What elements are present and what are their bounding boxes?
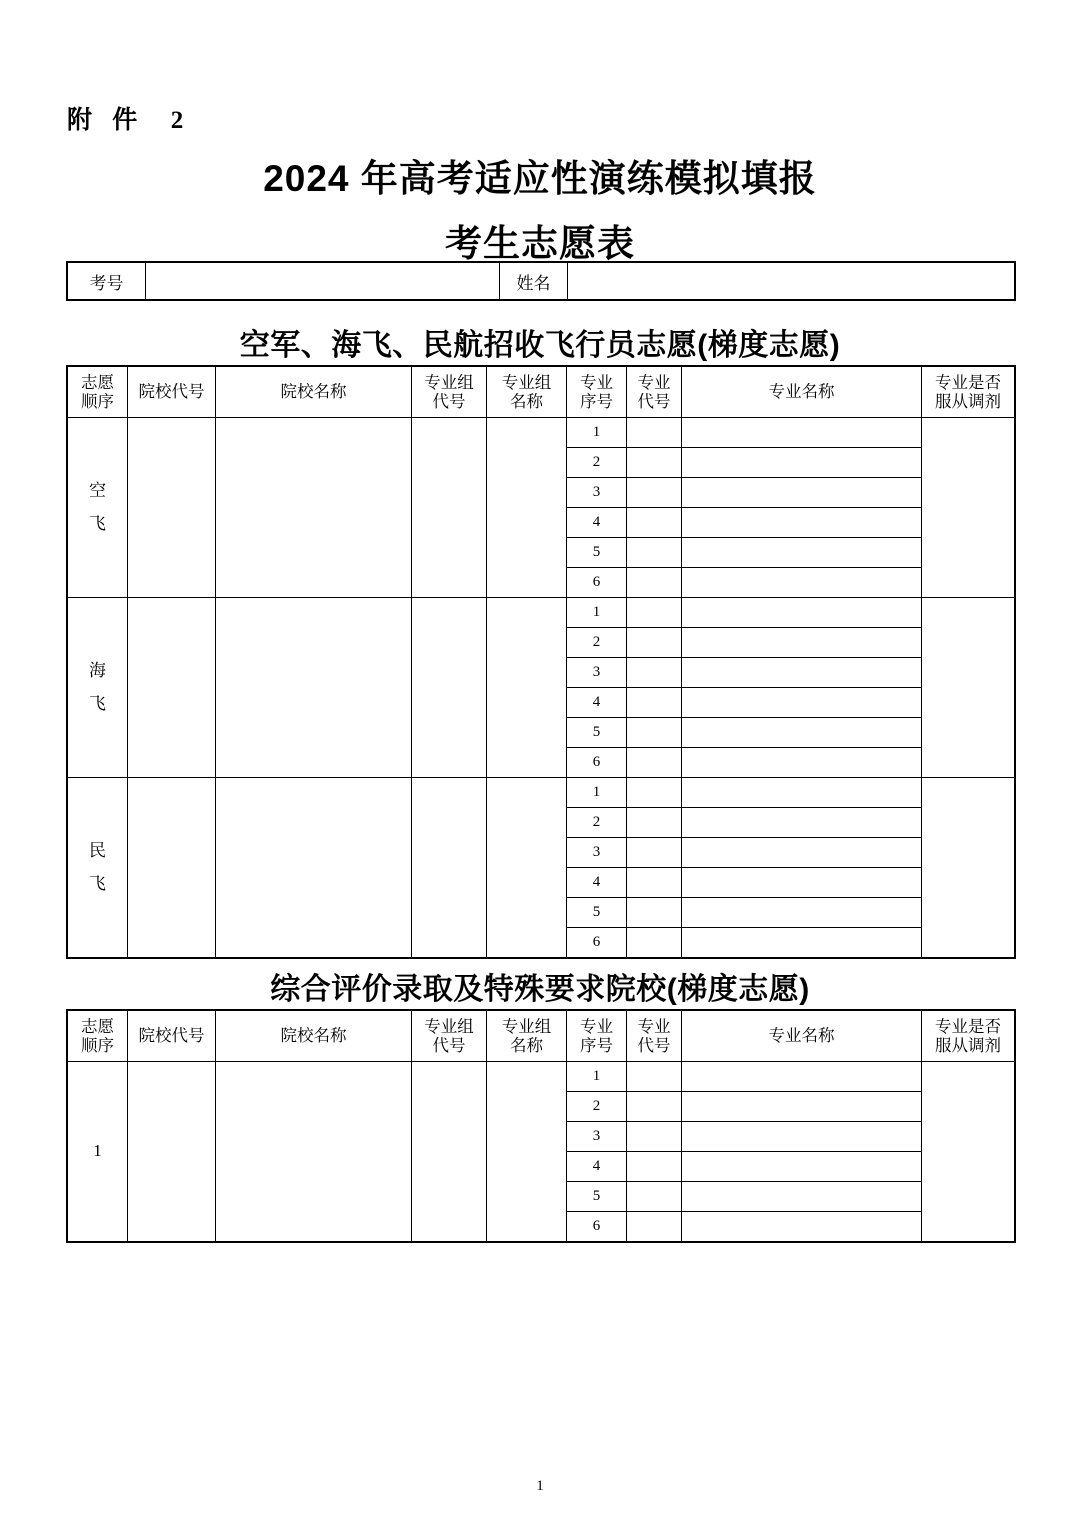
major-code-field[interactable] <box>627 478 682 508</box>
table-header-row <box>68 1011 1015 1062</box>
major-code-field[interactable] <box>627 538 682 568</box>
major-seq-cell: 4 <box>567 868 627 898</box>
major-code-field[interactable] <box>627 748 682 778</box>
col-header-obey-adjust: 专业是否 服从调剂 <box>922 1011 1015 1062</box>
col-header-major-group-name: 专业组 名称 <box>487 367 567 418</box>
major-code-field[interactable] <box>627 418 682 448</box>
col-header-obey-adjust: 专业是否 服从调剂 <box>922 367 1015 418</box>
major-group-code-field-1[interactable] <box>412 598 487 778</box>
exam-no-label: 考号 <box>68 263 146 300</box>
major-code-field[interactable] <box>627 448 682 478</box>
group-label-1: 海 飞 <box>68 598 128 778</box>
major-code-field[interactable] <box>627 688 682 718</box>
major-seq-cell: 5 <box>567 538 627 568</box>
table-row <box>68 418 1015 448</box>
major-name-field[interactable] <box>682 1182 922 1212</box>
major-code-field[interactable] <box>627 508 682 538</box>
major-group-code-field-0[interactable] <box>412 1062 487 1242</box>
major-code-field[interactable] <box>627 868 682 898</box>
major-name-field[interactable] <box>682 868 922 898</box>
major-seq-cell: 3 <box>567 478 627 508</box>
major-seq-cell: 5 <box>567 1182 627 1212</box>
major-group-code-field-2[interactable] <box>412 778 487 958</box>
major-group-name-field-2[interactable] <box>487 778 567 958</box>
major-name-field[interactable] <box>682 658 922 688</box>
table-row <box>68 598 1015 628</box>
major-seq-cell: 1 <box>567 1062 627 1092</box>
major-name-field[interactable] <box>682 688 922 718</box>
major-code-field[interactable] <box>627 808 682 838</box>
col-header-major-seq: 专业 序号 <box>567 367 627 418</box>
col-header-major-code: 专业 代号 <box>627 1011 682 1062</box>
attachment-label: 附 件 2 <box>67 107 191 134</box>
major-seq-cell: 1 <box>567 778 627 808</box>
major-seq-cell: 6 <box>567 748 627 778</box>
col-header-seq: 志愿 顺序 <box>68 367 128 418</box>
major-seq-cell: 6 <box>567 928 627 958</box>
major-name-field[interactable] <box>682 598 922 628</box>
major-seq-cell: 1 <box>567 598 627 628</box>
section-title-pilot: 空军、海飞、民航招收飞行员志愿(梯度志愿) <box>239 329 841 362</box>
major-seq-cell: 5 <box>567 898 627 928</box>
document-title-line-1: 2024 年高考适应性演练模拟填报 <box>263 158 817 199</box>
col-header-major-code: 专业 代号 <box>627 367 682 418</box>
major-seq-cell: 3 <box>567 838 627 868</box>
major-group-name-field-0[interactable] <box>487 418 567 598</box>
major-name-field[interactable] <box>682 898 922 928</box>
page-number: 1 <box>536 1478 544 1494</box>
col-header-school-code: 院校代号 <box>128 1011 216 1062</box>
major-name-field[interactable] <box>682 538 922 568</box>
major-code-field[interactable] <box>627 598 682 628</box>
major-seq-cell: 6 <box>567 568 627 598</box>
major-code-field[interactable] <box>627 1212 682 1242</box>
major-group-name-field-0[interactable] <box>487 1062 567 1242</box>
major-code-field[interactable] <box>627 568 682 598</box>
major-name-field[interactable] <box>682 778 922 808</box>
table-row <box>68 1062 1015 1092</box>
col-header-major-group-code: 专业组 代号 <box>412 367 487 418</box>
major-group-code-field-0[interactable] <box>412 418 487 598</box>
major-name-field[interactable] <box>682 418 922 448</box>
major-seq-cell: 4 <box>567 688 627 718</box>
major-seq-cell: 2 <box>567 448 627 478</box>
col-header-major-group-name: 专业组 名称 <box>487 1011 567 1062</box>
major-code-field[interactable] <box>627 1152 682 1182</box>
major-code-field[interactable] <box>627 928 682 958</box>
major-name-field[interactable] <box>682 568 922 598</box>
section-title-comprehensive: 综合评价录取及特殊要求院校(梯度志愿) <box>270 973 810 1006</box>
major-seq-cell: 3 <box>567 1122 627 1152</box>
name-field[interactable] <box>568 263 1015 300</box>
comprehensive-volunteer-table <box>67 1010 1015 1242</box>
col-header-major-group-code: 专业组 代号 <box>412 1011 487 1062</box>
major-code-field[interactable] <box>627 1062 682 1092</box>
obey-adjust-field-0[interactable] <box>922 1062 1015 1242</box>
major-seq-cell: 6 <box>567 1212 627 1242</box>
major-name-field[interactable] <box>682 1092 922 1122</box>
col-header-school-code: 院校代号 <box>128 367 216 418</box>
major-name-field[interactable] <box>682 508 922 538</box>
exam-info-table <box>67 262 1015 300</box>
major-seq-cell: 1 <box>567 418 627 448</box>
major-code-field[interactable] <box>627 1182 682 1212</box>
major-name-field[interactable] <box>682 1062 922 1092</box>
major-name-field[interactable] <box>682 448 922 478</box>
major-code-field[interactable] <box>627 1122 682 1152</box>
major-name-field[interactable] <box>682 478 922 508</box>
major-code-field[interactable] <box>627 838 682 868</box>
major-name-field[interactable] <box>682 1212 922 1242</box>
exam-no-field[interactable] <box>146 263 500 300</box>
major-name-field[interactable] <box>682 628 922 658</box>
major-name-field[interactable] <box>682 928 922 958</box>
major-code-field[interactable] <box>627 658 682 688</box>
school-name-field-1[interactable] <box>216 598 412 778</box>
major-group-name-field-1[interactable] <box>487 598 567 778</box>
major-name-field[interactable] <box>682 838 922 868</box>
exam-info-row <box>68 263 1015 300</box>
document-title-line-2: 考生志愿表 <box>445 223 635 264</box>
major-seq-cell: 3 <box>567 658 627 688</box>
col-header-major-name: 专业名称 <box>682 1011 922 1062</box>
col-header-major-seq: 专业 序号 <box>567 1011 627 1062</box>
school-name-field-0[interactable] <box>216 418 412 598</box>
name-label: 姓名 <box>500 263 568 300</box>
group-label-0: 1 <box>68 1062 128 1242</box>
obey-adjust-field-1[interactable] <box>922 598 1015 778</box>
group-label-2: 民 飞 <box>68 778 128 958</box>
major-seq-cell: 2 <box>567 628 627 658</box>
obey-adjust-field-2[interactable] <box>922 778 1015 958</box>
major-name-field[interactable] <box>682 748 922 778</box>
school-code-field-2[interactable] <box>128 778 216 958</box>
major-name-field[interactable] <box>682 1122 922 1152</box>
major-seq-cell: 4 <box>567 1152 627 1182</box>
school-code-field-0[interactable] <box>128 418 216 598</box>
major-seq-cell: 2 <box>567 808 627 838</box>
group-label-0: 空 飞 <box>68 418 128 598</box>
school-name-field-0[interactable] <box>216 1062 412 1242</box>
table-row <box>68 778 1015 808</box>
major-name-field[interactable] <box>682 718 922 748</box>
col-header-school-name: 院校名称 <box>216 1011 412 1062</box>
col-header-school-name: 院校名称 <box>216 367 412 418</box>
obey-adjust-field-0[interactable] <box>922 418 1015 598</box>
col-header-major-name: 专业名称 <box>682 367 922 418</box>
major-seq-cell: 2 <box>567 1092 627 1122</box>
school-code-field-1[interactable] <box>128 598 216 778</box>
school-name-field-2[interactable] <box>216 778 412 958</box>
school-code-field-0[interactable] <box>128 1062 216 1242</box>
major-code-field[interactable] <box>627 778 682 808</box>
col-header-seq: 志愿 顺序 <box>68 1011 128 1062</box>
major-seq-cell: 4 <box>567 508 627 538</box>
major-code-field[interactable] <box>627 898 682 928</box>
major-name-field[interactable] <box>682 1152 922 1182</box>
major-seq-cell: 5 <box>567 718 627 748</box>
major-code-field[interactable] <box>627 1092 682 1122</box>
major-name-field[interactable] <box>682 808 922 838</box>
major-code-field[interactable] <box>627 718 682 748</box>
table-header-row <box>68 367 1015 418</box>
pilot-volunteer-table <box>67 366 1015 958</box>
major-code-field[interactable] <box>627 628 682 658</box>
